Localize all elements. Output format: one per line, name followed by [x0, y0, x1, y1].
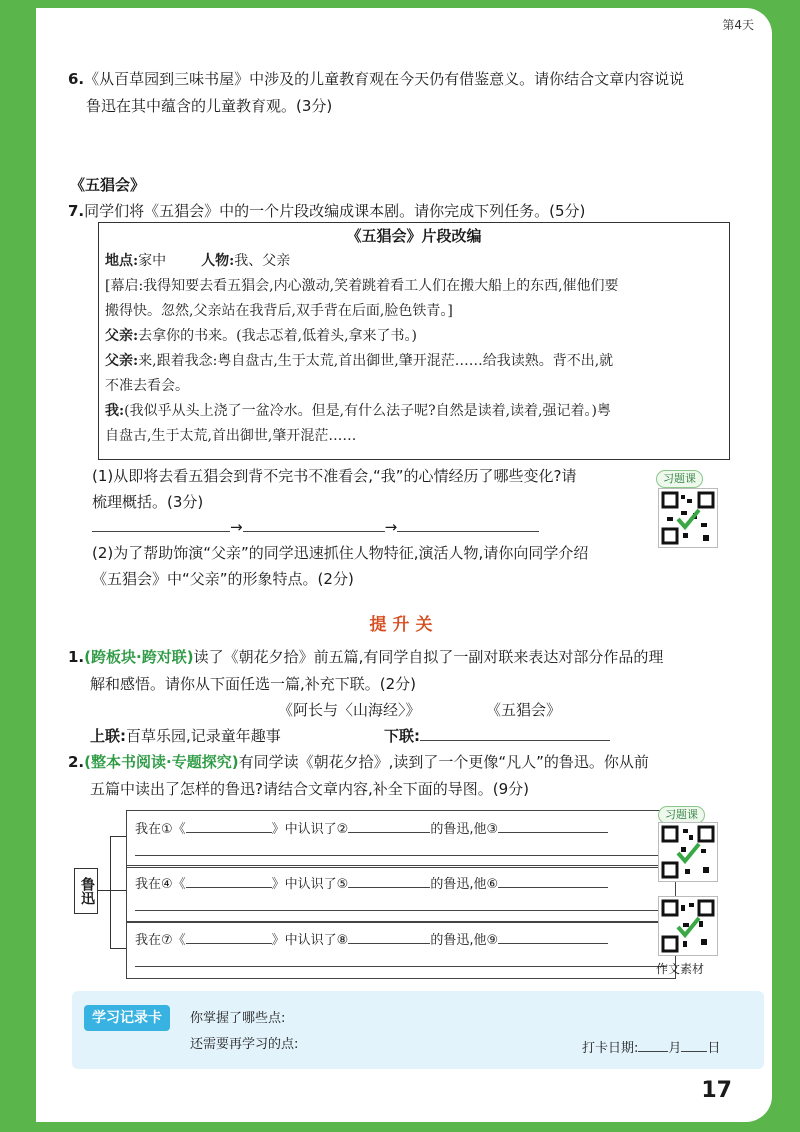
map-center-luxun: 鲁迅	[74, 868, 98, 914]
row2-p3: 的鲁迅,他⑥	[430, 877, 499, 892]
day-blank[interactable]	[681, 1039, 707, 1052]
study-record-card	[72, 991, 764, 1069]
row1-p1: 我在①《	[135, 822, 186, 837]
people-value: 我、父亲	[234, 253, 291, 269]
lower-blank[interactable]	[420, 724, 610, 741]
map-row-2	[126, 865, 676, 923]
study-card-label: 学习记录卡	[84, 1005, 170, 1031]
adv-q1-line2: 解和感悟。请你从下面任选一篇,补充下联。(2分)	[90, 675, 417, 693]
review-points: 还需要再学习的点:	[190, 1037, 299, 1052]
qr-code-icon-3[interactable]	[658, 896, 718, 956]
q6-line1: 《从百草园到三味书屋》中涉及的儿童教育观在今天仍有借鉴意义。请你结合文章内容说说	[84, 70, 685, 88]
month-blank[interactable]	[638, 1039, 668, 1052]
me-line1-row	[99, 399, 729, 424]
row3-p2: 》中认识了⑧	[271, 933, 349, 948]
row3-blank-trait[interactable]	[348, 930, 430, 944]
row3-answer-line[interactable]	[135, 966, 667, 967]
row3-blank-title[interactable]	[186, 930, 272, 944]
page-number: 17	[701, 1078, 732, 1103]
qr-tag-exercise-2: 习题课	[658, 806, 705, 824]
qr-code-icon[interactable]	[658, 488, 718, 548]
sub1-line2: 梳理概括。(3分)	[92, 493, 204, 511]
checkin-prefix: 打卡日期:	[582, 1041, 639, 1056]
map-bracket	[110, 836, 111, 948]
place-value: 家中	[138, 253, 167, 269]
map-row-1	[126, 810, 676, 868]
row2-p1: 我在④《	[135, 877, 186, 892]
upper-couplet	[90, 723, 281, 750]
sub1-line1: (1)从即将去看五猖会到背不完书不准看会,“我”的心情经历了哪些变化?请	[92, 467, 577, 485]
map-row-3-text	[135, 929, 608, 948]
row1-blank-detail[interactable]	[498, 819, 608, 833]
adv-q1-line1: 读了《朝花夕拾》前五篇,有同学自拟了一副对联来表达对部分作品的理	[193, 648, 664, 666]
row3-p1: 我在⑦《	[135, 933, 186, 948]
row2-blank-title[interactable]	[186, 874, 272, 888]
stage-line1: [幕启:我得知要去看五猖会,内心激动,笑着跳着看工人们在搬大船上的东西,催他们要	[105, 278, 619, 294]
mastered-points: 你掌握了哪些点:	[190, 1011, 286, 1026]
adv-q1	[68, 644, 663, 671]
me-line2: 自盘古,生于太荒,首出御世,肇开混茫……	[105, 428, 357, 444]
option-1: 《阿长与〈山海经〉》	[278, 701, 421, 719]
map-stem	[98, 890, 110, 891]
section-label: 《五猖会》	[70, 176, 146, 194]
option-2: 《五猖会》	[486, 701, 562, 719]
qr-code-icon-2[interactable]	[658, 822, 718, 882]
map-row-1-text	[135, 818, 608, 837]
map-branch-3	[110, 948, 126, 949]
row1-blank-trait[interactable]	[348, 819, 430, 833]
qr-tag-exercise: 习题课	[656, 470, 703, 488]
advanced-title: 提升关	[369, 615, 439, 635]
sub2-line2: 《五猖会》中“父亲”的形象特点。(2分)	[92, 570, 354, 588]
q7-prompt: 同学们将《五猖会》中的一个片段改编成课本剧。请你完成下列任务。(5分)	[84, 202, 586, 220]
upper-text: 百草乐园,记录童年趣事	[126, 727, 281, 745]
mood-blank-3[interactable]	[397, 515, 539, 532]
adv-q2-number: 2.	[68, 753, 85, 771]
row1-answer-line[interactable]	[135, 855, 667, 856]
day-tag: 第4天	[722, 18, 754, 32]
upper-label: 上联:	[90, 727, 126, 745]
row3-p3: 的鲁迅,他⑨	[430, 933, 499, 948]
row2-blank-trait[interactable]	[348, 874, 430, 888]
people-label: 人物:	[201, 253, 235, 269]
adv-q2-line2: 五篇中读出了怎样的鲁迅?请结合文章内容,补全下面的导图。(9分)	[90, 780, 529, 798]
q7-number: 7.	[68, 202, 85, 220]
map-row-3	[126, 921, 676, 979]
q7	[68, 198, 585, 225]
month-label: 月	[668, 1041, 682, 1056]
father1-text: 去拿你的书来。(我忐忑着,低着头,拿来了书。)	[138, 328, 417, 344]
father1-label: 父亲:	[105, 328, 139, 344]
lower-couplet	[384, 723, 610, 750]
father-line1	[99, 324, 729, 349]
q6-line2: 鲁迅在其中蕴含的儿童教育观。(3分)	[86, 97, 333, 115]
q6	[68, 66, 684, 93]
adv-q1-number: 1.	[68, 648, 85, 666]
map-branch-1	[110, 836, 126, 837]
father2-line2: 不准去看会。	[105, 378, 189, 394]
map-branch-2	[110, 890, 126, 891]
row1-p3: 的鲁迅,他③	[430, 822, 499, 837]
map-row-2-text	[135, 873, 608, 892]
father-line2	[99, 349, 729, 374]
arrow-2: →	[384, 518, 398, 536]
row2-p2: 》中认识了⑤	[271, 877, 349, 892]
me-line1: (我似乎从头上浇了一盆冷水。但是,有什么法子呢?自然是读着,读着,强记着。)粤	[124, 403, 611, 419]
checkin-date	[582, 1037, 720, 1056]
worksheet-page	[36, 8, 772, 1122]
row1-blank-title[interactable]	[186, 819, 272, 833]
adv-q2-line1: 有同学读《朝花夕拾》,读到了一个更像“凡人”的鲁迅。你从前	[238, 753, 649, 771]
father2-label: 父亲:	[105, 353, 139, 369]
row3-blank-detail[interactable]	[498, 930, 608, 944]
mood-blank-1[interactable]	[92, 515, 230, 532]
lower-label: 下联:	[384, 727, 420, 745]
script-setting	[99, 249, 729, 274]
father2-line1: 来,跟着我念:粤自盘古,生于太荒,首出御世,肇开混茫……给我读熟。背不出,就	[138, 353, 614, 369]
sub2-line1: (2)为了帮助饰演“父亲”的同学迅速抓住人物特征,演活人物,请你向同学介绍	[92, 544, 589, 562]
qr-caption-writing: 作文素材	[656, 962, 705, 976]
row2-answer-line[interactable]	[135, 910, 667, 911]
me-label: 我:	[105, 403, 125, 419]
row2-blank-detail[interactable]	[498, 874, 608, 888]
q6-number: 6.	[68, 70, 85, 88]
adv-q2-tag: (整本书阅读·专题探究)	[84, 753, 239, 771]
stage-line2: 搬得快。忽然,父亲站在我背后,双手背在后面,脸色铁青。]	[105, 303, 453, 319]
script-box	[98, 222, 730, 460]
day-label: 日	[707, 1041, 721, 1056]
adv-q2	[68, 749, 649, 776]
row1-p2: 》中认识了②	[271, 822, 349, 837]
place-label: 地点:	[105, 253, 139, 269]
adv-q1-tag: (跨板块·跨对联)	[84, 648, 194, 666]
arrow-1: →	[230, 518, 243, 536]
script-title: 《五猖会》片段改编	[346, 227, 482, 245]
mood-chain	[92, 514, 539, 541]
mood-blank-2[interactable]	[243, 515, 385, 532]
